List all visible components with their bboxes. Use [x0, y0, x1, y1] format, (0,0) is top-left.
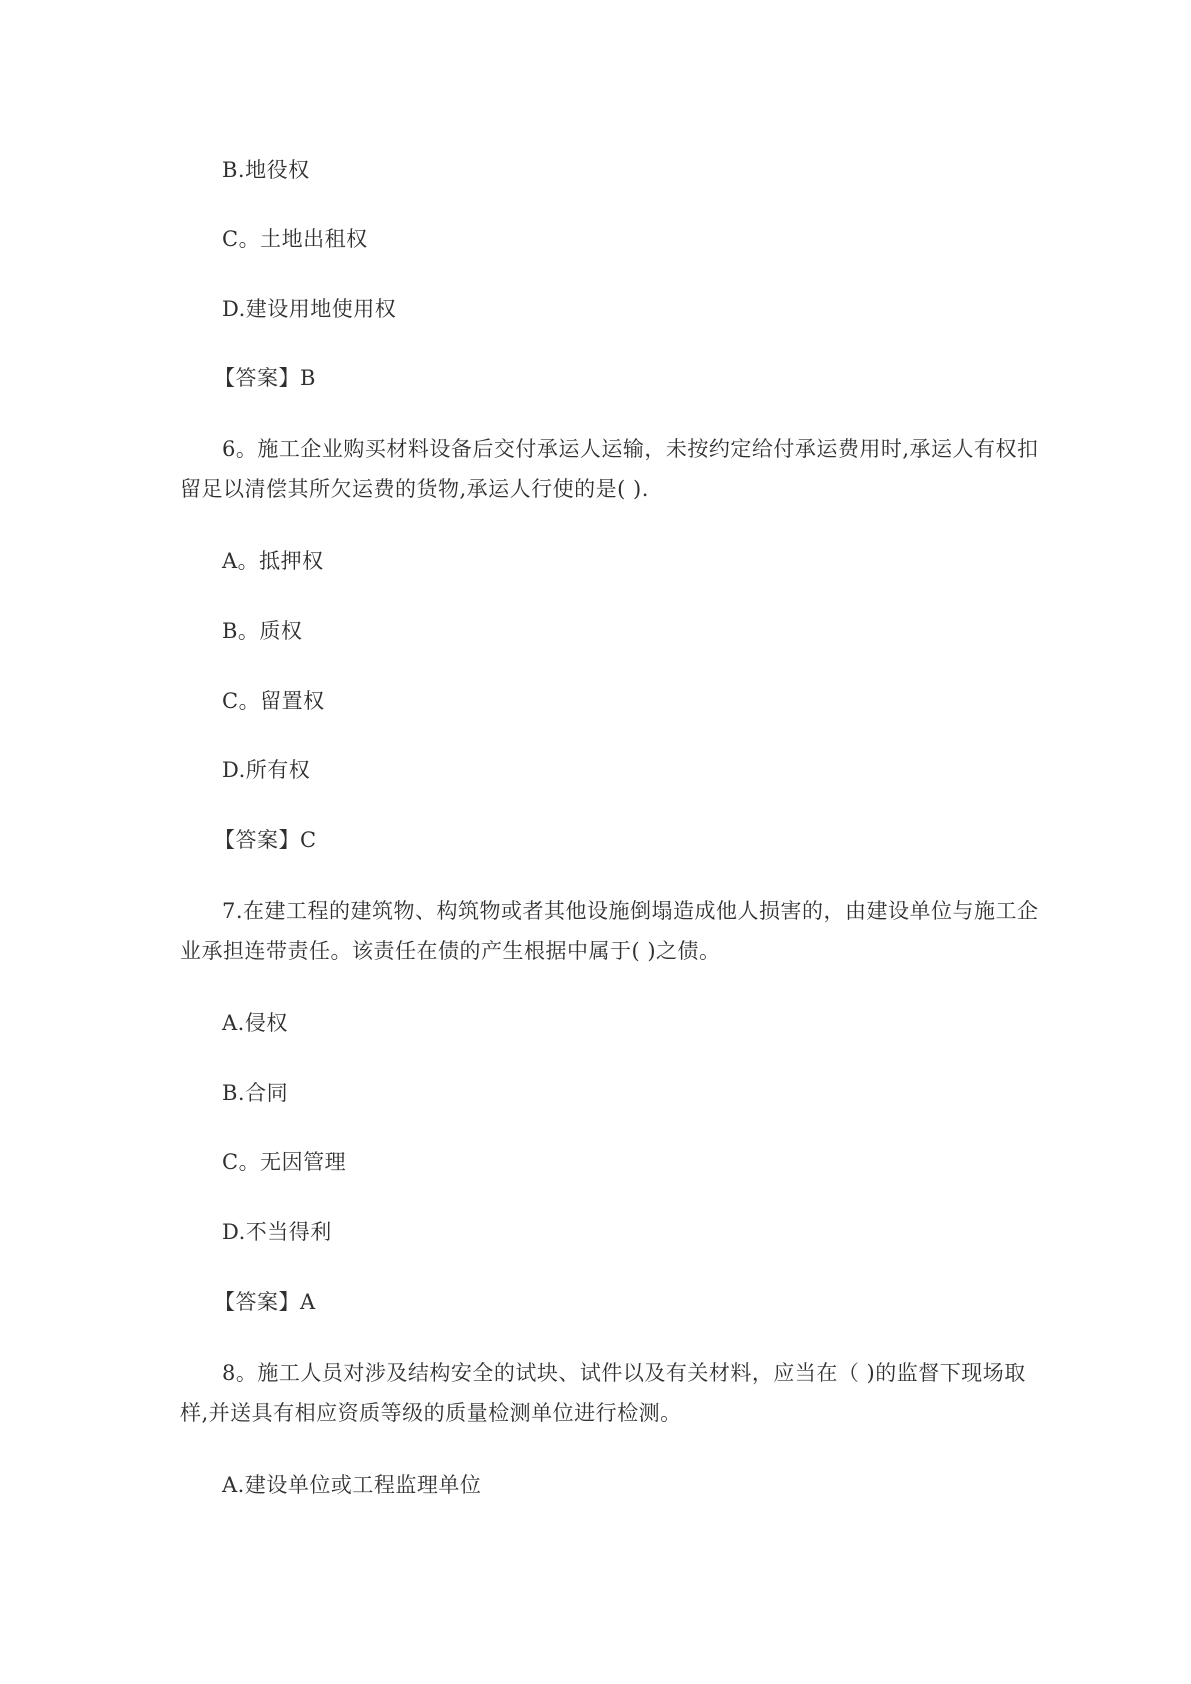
option-b-contract: B.合同 — [222, 1081, 289, 1105]
question-6-line-2: 留足以清偿其所欠运费的货物,承运人行使的是( ). — [180, 477, 649, 501]
question-6-line-1: 6。施工企业购买材料设备后交付承运人运输，未按约定给付承运费用时,承运人有权扣 — [222, 437, 1039, 461]
option-d-land-use: D.建设用地使用权 — [222, 297, 397, 321]
option-b-pledge: B。质权 — [222, 619, 303, 643]
option-c-lien: C。留置权 — [222, 689, 325, 713]
question-8-line-2: 样,并送具有相应资质等级的质量检测单位进行检测。 — [180, 1401, 682, 1425]
option-a-tort: A.侵权 — [222, 1011, 288, 1035]
question-8-line-1: 8。施工人员对涉及结构安全的试块、试件以及有关材料，应当在（ )的监督下现场取 — [222, 1361, 1026, 1385]
answer-7: 【答案】A — [214, 1290, 316, 1314]
option-c-negotiorum-gestio: C。无因管理 — [222, 1150, 347, 1174]
option-a-construction-unit: A.建设单位或工程监理单位 — [222, 1473, 482, 1497]
answer-6: 【答案】C — [214, 828, 317, 852]
option-a-mortgage: A。抵押权 — [222, 549, 324, 573]
option-c-land-lease: C。土地出租权 — [222, 227, 368, 251]
answer-5: 【答案】B — [214, 366, 316, 390]
option-d-unjust-enrichment: D.不当得利 — [222, 1220, 332, 1244]
option-d-ownership: D.所有权 — [222, 758, 311, 782]
question-7-line-2: 业承担连带责任。该责任在债的产生根据中属于( )之债。 — [180, 939, 721, 963]
question-7-line-1: 7.在建工程的建筑物、构筑物或者其他设施倒塌造成他人损害的，由建设单位与施工企 — [222, 899, 1039, 923]
option-b-easement: B.地役权 — [222, 158, 310, 182]
